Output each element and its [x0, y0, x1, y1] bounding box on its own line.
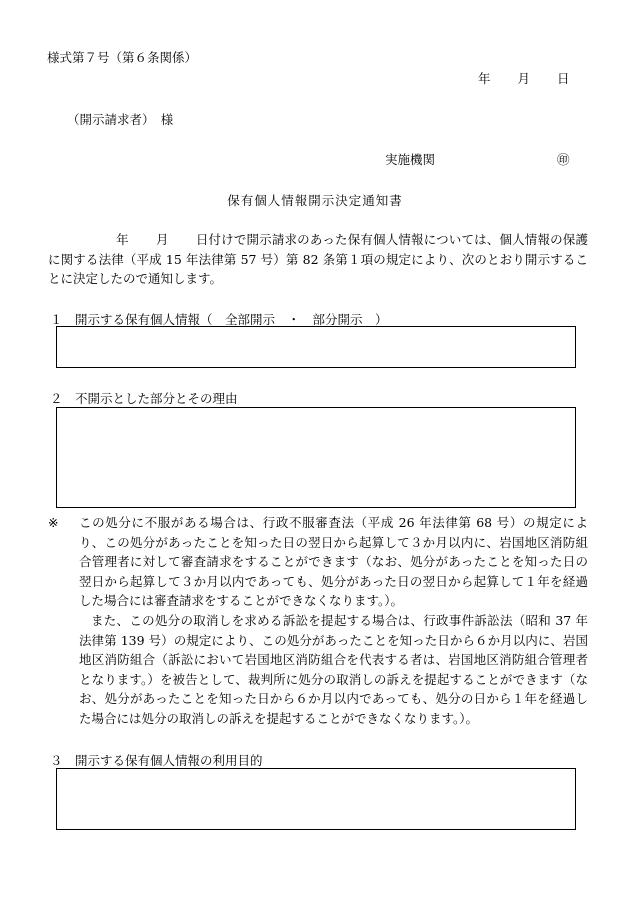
- intro-year: 年: [116, 232, 129, 247]
- section-3-box[interactable]: [56, 768, 576, 830]
- section-1-heading: １ 開示する保有個人情報（ 全部開示 ・ 部分開示 ）: [50, 312, 388, 327]
- date-day-label: 日: [557, 71, 570, 86]
- date-year-label: 年: [478, 71, 491, 86]
- section-3-heading: ３ 開示する保有個人情報の利用目的: [50, 753, 263, 768]
- organization-label: 実施機関: [385, 152, 436, 167]
- note-paragraph-1: この処分に不服がある場合は、行政不服審査法（平成 26 年法律第 68 号）の規定により、この処分があったことを知った日の翌日から起算して３か月以内に、岩国地区消防組合管理者に対して審査請求をすることができます（なお、処分があったことを知った日の翌日から起算して３か月以内であっても、処分があった日の翌日から起算して１年を経過した場合には審査請求をすることができなくなります。）。: [79, 515, 588, 609]
- intro-month: 月: [155, 232, 169, 247]
- seal-mark: ㊞: [557, 152, 570, 167]
- intro-paragraph: [48, 230, 588, 289]
- note-mark: ※: [48, 515, 59, 530]
- note-paragraph-2: また、この処分の取消しを求める訴訟を提起する場合は、行政事件訴訟法（昭和 37 年法律第 139 号）の規定により、この処分があったことを知った日から６か月以内に、岩国地区消防組合（訴訟において岩国地区消防組合を代表する者は、岩国地区消防組合管理者となります。）を被告として、裁判所に処分の取消しの訴えを提起することができます（なお、処分があったことを知った日から６か月以内であっても、処分の日から１年を経過した場合には処分の取消しの訴えを提起することができなくなります。）。: [79, 612, 588, 726]
- intro-text: 日付けで開示請求のあった保有個人情報については、個人情報の保護に関する法律（平成 15 年法律第 57 号）第 82 条第１項の規定により、次のとおり開示することに決定したので通知します。: [48, 232, 588, 286]
- recipient-line: （開示請求者） 様: [67, 112, 174, 127]
- issue-date: [478, 69, 570, 87]
- section-1-box[interactable]: [56, 326, 576, 368]
- date-month-label: 月: [517, 71, 531, 86]
- appeal-notice: [48, 513, 588, 729]
- section-2-heading: ２ 不開示とした部分とその理由: [50, 391, 238, 406]
- document-title: 保有個人情報開示決定通知書: [227, 193, 403, 208]
- form-number: 様式第７号（第６条関係）: [47, 50, 198, 65]
- section-2-box[interactable]: [56, 407, 576, 508]
